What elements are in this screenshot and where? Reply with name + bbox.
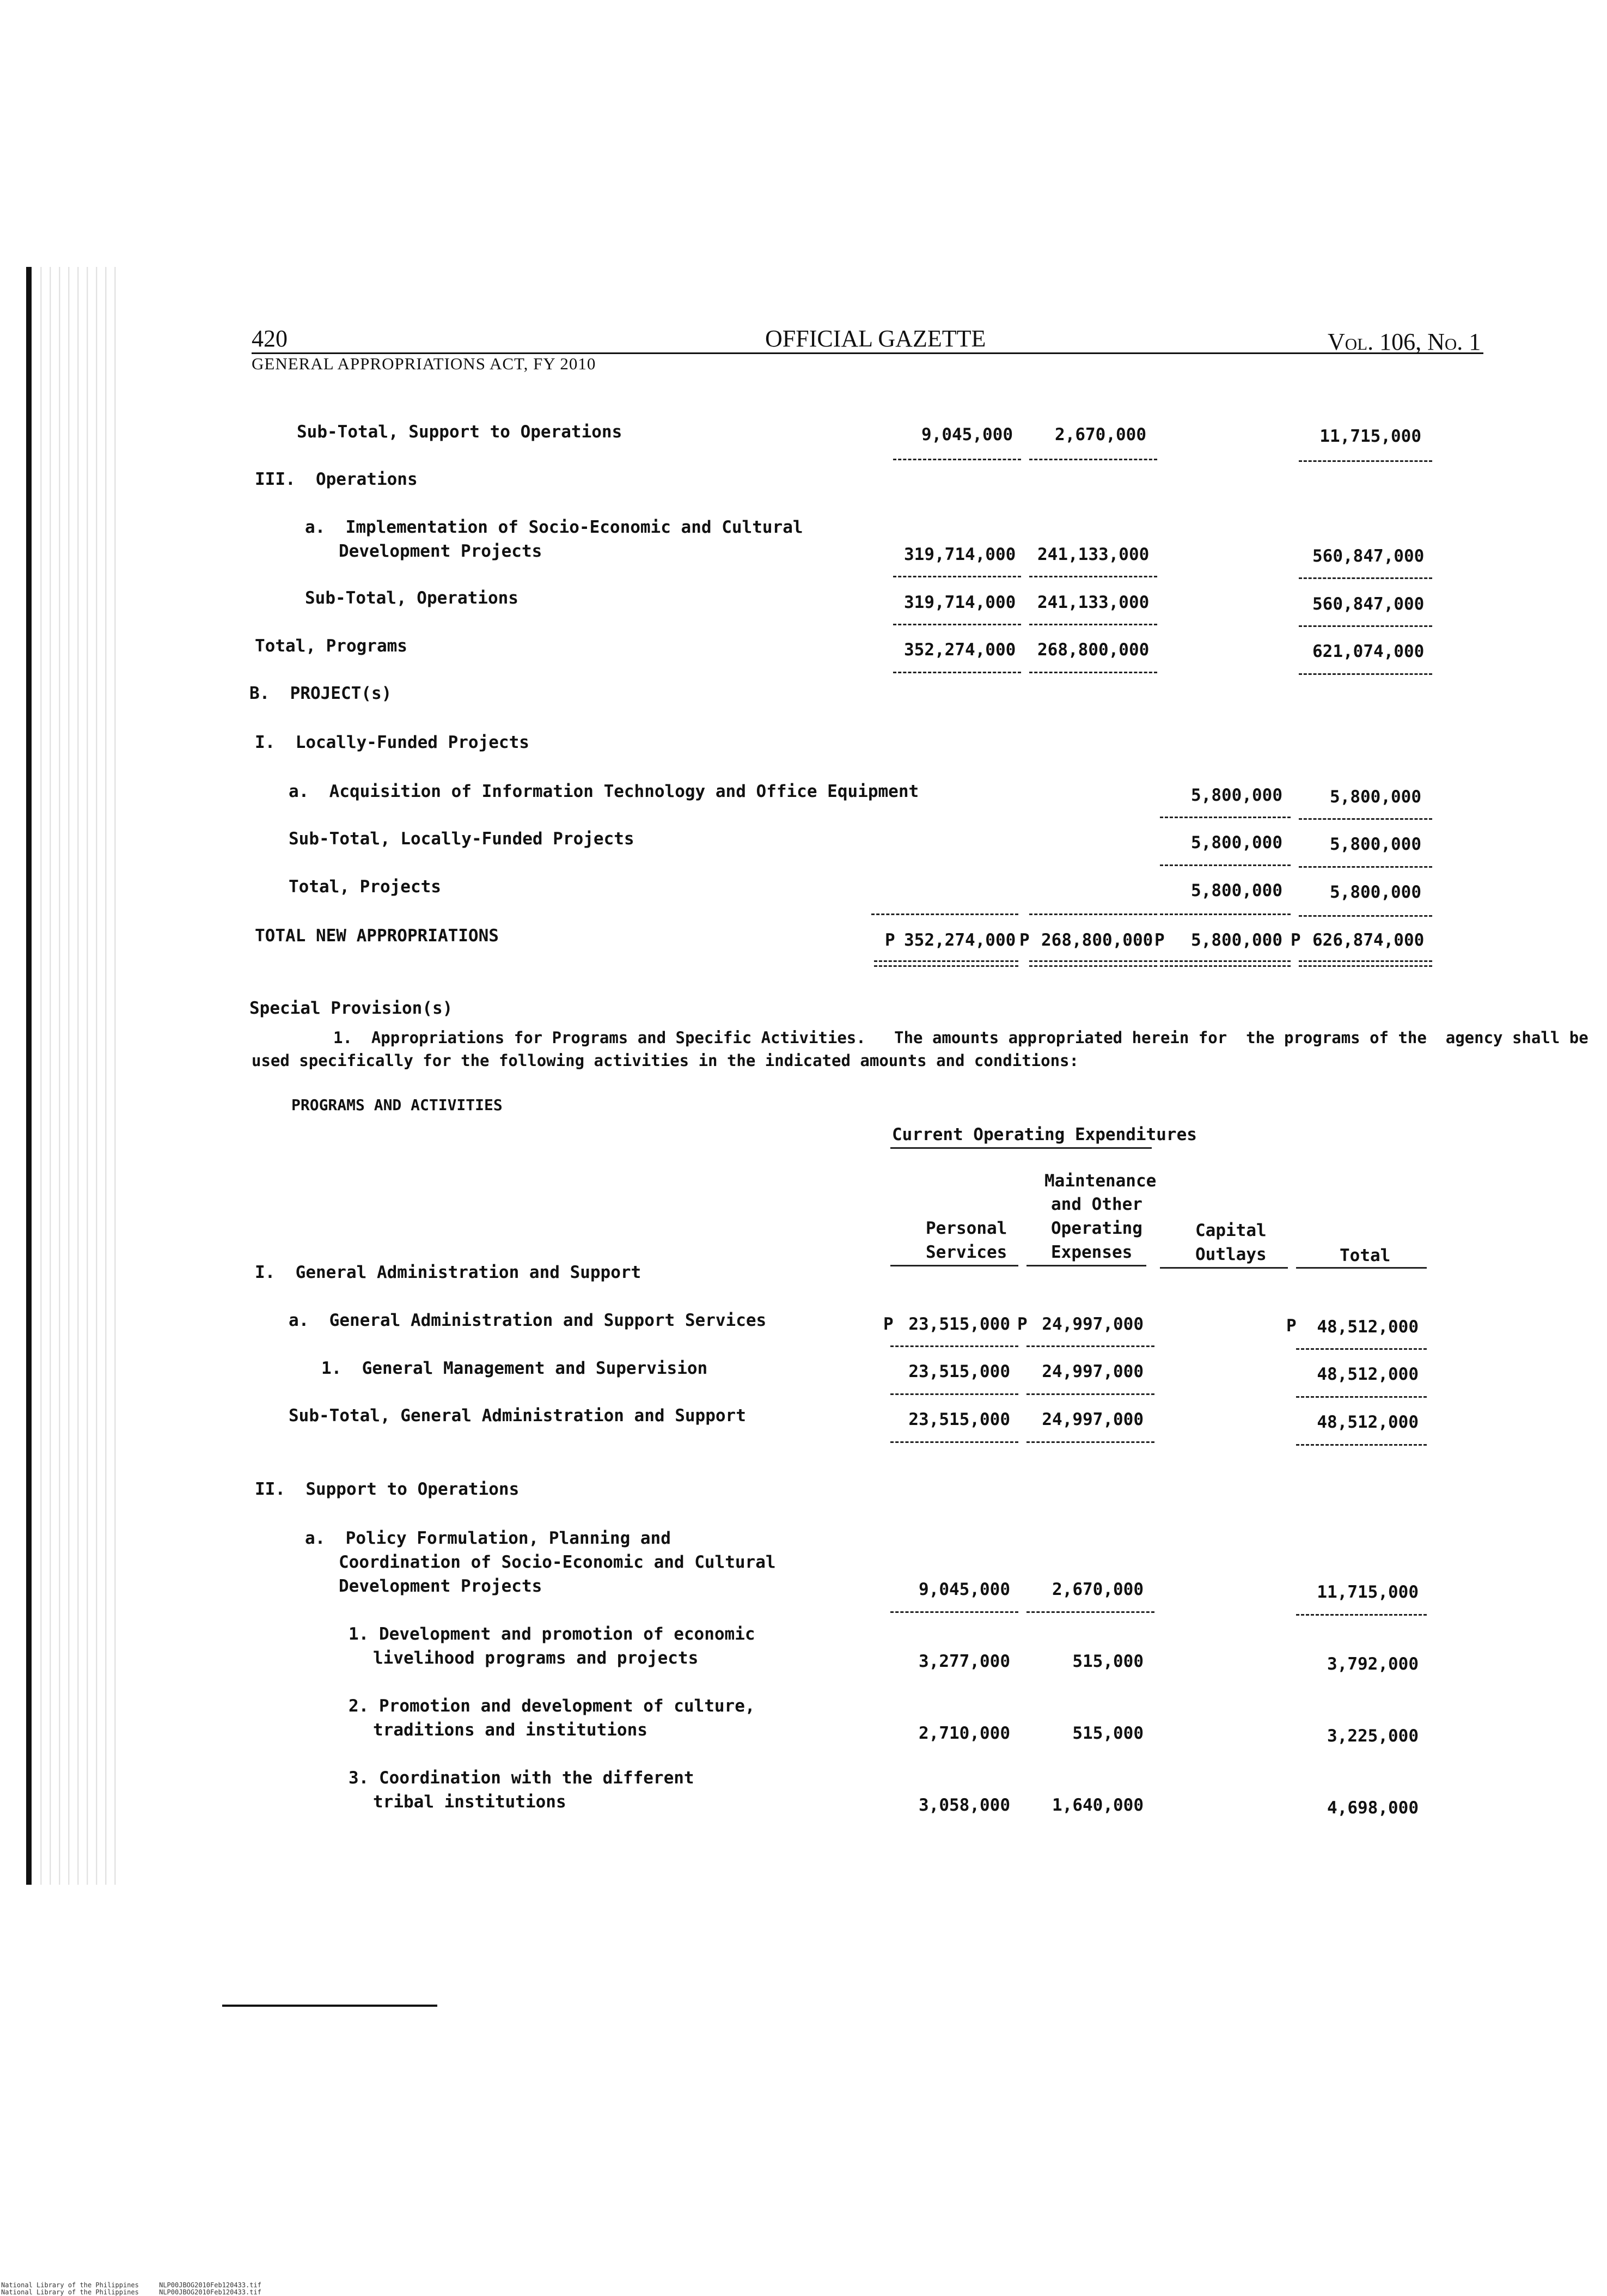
rule	[1299, 915, 1432, 917]
coe-underline	[890, 1147, 1152, 1149]
total-programs-mooe: 268,800,000	[1037, 640, 1150, 660]
item2-ps: 2,710,000	[919, 1723, 1010, 1743]
gass-total: 48,512,000	[1317, 1317, 1419, 1337]
co-underline	[1160, 1267, 1288, 1269]
acquisition-co: 5,800,000	[1191, 785, 1282, 805]
rule	[1299, 818, 1432, 820]
total-projects-label: Total, Projects	[289, 877, 441, 897]
gms-label: 1. General Management and Supervision	[321, 1359, 708, 1378]
implementation-mooe: 241,133,000	[1037, 545, 1150, 564]
item3-ps: 3,058,000	[919, 1795, 1010, 1815]
peso-sign: P	[885, 930, 895, 950]
total-new-co: 5,800,000	[1191, 930, 1282, 950]
total-projects-total: 5,800,000	[1330, 882, 1421, 902]
peso-sign: P	[883, 1314, 894, 1334]
subtotal-gas-ps: 23,515,000	[908, 1410, 1010, 1429]
total-programs-total: 621,074,000	[1312, 642, 1425, 661]
rule	[1029, 672, 1157, 673]
locally-funded-heading: I. Locally-Funded Projects	[255, 733, 529, 752]
item2-label-line2: traditions and institutions	[373, 1720, 647, 1740]
subtotal-lfp-label: Sub-Total, Locally-Funded Projects	[289, 829, 634, 849]
ps-header-1: Personal	[926, 1219, 1007, 1238]
rule	[1026, 1611, 1154, 1613]
double-rule	[1029, 960, 1157, 967]
rule	[1160, 913, 1291, 915]
subtotal-support-mooe: 2,670,000	[1055, 425, 1146, 444]
item1-label-line1: 1. Development and promotion of economic	[349, 1624, 755, 1644]
item3-mooe: 1,640,000	[1052, 1795, 1144, 1815]
item3-total: 4,698,000	[1327, 1798, 1419, 1818]
item3-label-line1: 3. Coordination with the different	[349, 1768, 694, 1788]
rule	[893, 672, 1021, 673]
total-new-appropriations-label: TOTAL NEW APPROPRIATIONS	[255, 926, 499, 946]
footer-filename: NLP00JBOG2010Feb120433.tif	[159, 2288, 261, 2296]
rule	[1296, 1396, 1427, 1398]
rule	[1296, 1444, 1427, 1446]
footer-line2	[1, 2288, 261, 2296]
rule	[893, 576, 1021, 577]
footer-library: National Library of the Philippines	[1, 2281, 139, 2289]
subtotal-support-label: Sub-Total, Support to Operations	[297, 422, 622, 442]
rule	[1160, 817, 1291, 818]
policy-label-line3: Development Projects	[339, 1576, 542, 1596]
implementation-total: 560,847,000	[1312, 546, 1425, 566]
ps-header-2: Services	[926, 1243, 1007, 1262]
subtotal-lfp-co: 5,800,000	[1191, 833, 1282, 852]
total-programs-label: Total, Programs	[255, 636, 407, 656]
rule	[1299, 673, 1432, 675]
policy-total: 11,715,000	[1317, 1582, 1419, 1602]
policy-label-line1: a. Policy Formulation, Planning and	[305, 1528, 671, 1548]
peso-sign: P	[1019, 930, 1030, 950]
rule	[890, 1345, 1018, 1347]
rule	[1029, 576, 1157, 577]
item1-mooe: 515,000	[1072, 1652, 1144, 1671]
item1-ps: 3,277,000	[919, 1652, 1010, 1671]
rule	[890, 1393, 1018, 1395]
rule	[1029, 624, 1157, 625]
scan-noise	[33, 267, 120, 1885]
programs-activities-heading: PROGRAMS AND ACTIVITIES	[291, 1096, 503, 1114]
rule	[1296, 1614, 1427, 1616]
mooe-header-4: Expenses	[1051, 1243, 1133, 1262]
ps-underline	[890, 1265, 1018, 1266]
rule	[893, 624, 1021, 625]
policy-label-line2: Coordination of Socio-Economic and Cultural	[339, 1552, 776, 1572]
page-number: 420	[252, 325, 288, 352]
policy-mooe: 2,670,000	[1052, 1580, 1144, 1599]
gazette-title: OFFICIAL GAZETTE	[765, 325, 986, 352]
coe-header: Current Operating Expenditures	[892, 1125, 1197, 1144]
item2-total: 3,225,000	[1327, 1726, 1419, 1746]
total-header: Total	[1340, 1246, 1391, 1265]
item1-label-line2: livelihood programs and projects	[373, 1648, 699, 1668]
rule	[1029, 459, 1157, 460]
item3-label-line2: tribal institutions	[373, 1792, 566, 1812]
subtotal-operations-mooe: 241,133,000	[1037, 593, 1150, 612]
policy-ps: 9,045,000	[919, 1580, 1010, 1599]
total-programs-ps: 352,274,000	[904, 640, 1016, 660]
item2-mooe: 515,000	[1072, 1723, 1144, 1743]
rule	[890, 1441, 1018, 1443]
total-new-ps: 352,274,000	[904, 930, 1016, 950]
implementation-label-line1: a. Implementation of Socio-Economic and Cultural	[305, 517, 803, 537]
footer-filename: NLP00JBOG2010Feb120433.tif	[159, 2281, 261, 2289]
implementation-ps: 319,714,000	[904, 545, 1016, 564]
rule	[1026, 1441, 1154, 1443]
peso-sign: P	[1017, 1314, 1028, 1334]
gass-mooe: 24,997,000	[1042, 1314, 1144, 1334]
act-title: GENERAL APPROPRIATIONS ACT, FY 2010	[252, 354, 596, 373]
rule	[1026, 1345, 1154, 1347]
footer-library: National Library of the Philippines	[1, 2288, 139, 2296]
volume-number: Vol. 106, No. 1	[1328, 328, 1481, 355]
total-new-total: 626,874,000	[1312, 930, 1425, 950]
item2-label-line1: 2. Promotion and development of culture,	[349, 1696, 755, 1716]
double-rule	[874, 960, 1018, 967]
gass-ps: 23,515,000	[908, 1314, 1010, 1334]
rule	[1299, 866, 1432, 868]
rule	[1299, 577, 1432, 579]
gass-label: a. General Administration and Support Services	[289, 1311, 767, 1330]
double-rule	[1299, 960, 1432, 967]
implementation-label-line2: Development Projects	[339, 541, 542, 561]
rule	[890, 1611, 1018, 1613]
subtotal-operations-ps: 319,714,000	[904, 593, 1016, 612]
subtotal-gas-total: 48,512,000	[1317, 1412, 1419, 1432]
rule	[1029, 913, 1157, 915]
acquisition-label: a. Acquisition of Information Technology and Office Equipment	[289, 782, 919, 801]
co-header-2: Outlays	[1195, 1245, 1267, 1264]
item1-total: 3,792,000	[1327, 1654, 1419, 1674]
provision-para-line2: used specifically for the following activities in the indicated amounts and conditions:	[252, 1051, 1079, 1070]
support-operations-heading: II. Support to Operations	[255, 1479, 520, 1499]
scan-binding-edge	[26, 267, 32, 1885]
rule	[1299, 460, 1432, 462]
rule	[871, 913, 1018, 915]
operations-heading: III. Operations	[255, 470, 418, 489]
gas-heading: I. General Administration and Support	[255, 1263, 641, 1282]
mooe-underline	[1026, 1265, 1146, 1266]
subtotal-gas-label: Sub-Total, General Administration and Support	[289, 1406, 746, 1426]
rule	[1299, 625, 1432, 627]
subtotal-lfp-total: 5,800,000	[1330, 835, 1421, 854]
mooe-header-1: Maintenance	[1044, 1171, 1157, 1191]
total-new-mooe: 268,800,000	[1041, 930, 1153, 950]
peso-sign: P	[1286, 1316, 1297, 1336]
rule	[1296, 1348, 1427, 1350]
total-projects-co: 5,800,000	[1191, 881, 1282, 900]
gms-mooe: 24,997,000	[1042, 1362, 1144, 1381]
footer-line1	[1, 2281, 261, 2289]
special-provisions-heading: Special Provision(s)	[249, 998, 453, 1018]
subtotal-support-ps: 9,045,000	[921, 425, 1013, 444]
total-underline	[1296, 1267, 1427, 1269]
mooe-header-2: and Other	[1051, 1195, 1142, 1214]
acquisition-total: 5,800,000	[1330, 787, 1421, 807]
peso-sign: P	[1154, 930, 1165, 950]
projects-heading: B. PROJECT(s)	[249, 684, 392, 703]
subtotal-gas-mooe: 24,997,000	[1042, 1410, 1144, 1429]
mooe-header-3: Operating	[1051, 1219, 1142, 1238]
rule	[893, 459, 1021, 460]
bottom-rule	[222, 2005, 437, 2007]
subtotal-operations-total: 560,847,000	[1312, 594, 1425, 614]
co-header-1: Capital	[1195, 1221, 1267, 1240]
rule	[1026, 1393, 1154, 1395]
subtotal-operations-label: Sub-Total, Operations	[305, 588, 518, 608]
provision-para-line1: 1. Appropriations for Programs and Specific Activities. The amounts appropriated herein for the programs of the agency shall be	[333, 1028, 1588, 1047]
double-rule	[1160, 960, 1291, 967]
peso-sign: P	[1291, 930, 1301, 950]
gms-ps: 23,515,000	[908, 1362, 1010, 1381]
gms-total: 48,512,000	[1317, 1365, 1419, 1384]
subtotal-support-total: 11,715,000	[1319, 427, 1421, 446]
rule	[1160, 864, 1291, 866]
